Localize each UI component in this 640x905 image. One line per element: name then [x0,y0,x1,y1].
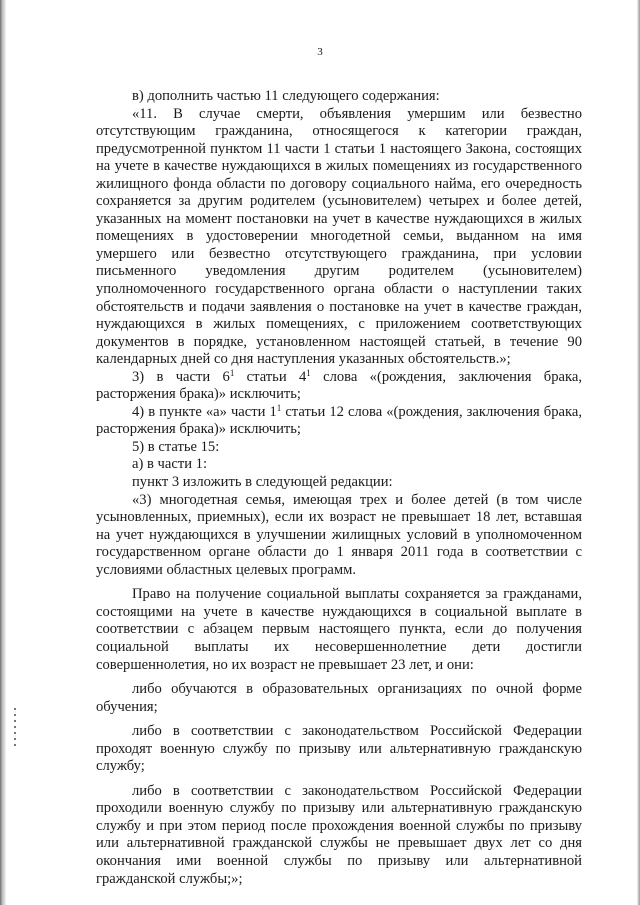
scan-shadow-left [0,0,6,905]
superscript: 1 [276,402,282,413]
paragraph-condition-service: либо в соответствии с законодательством Российской Федерации проходят военную службу по призыву или альтернативную гражданскую службу; [96,723,582,775]
scan-artifact [14,706,16,746]
amendment-4-text-before: 4) в пункте «а» части 1 [132,403,277,420]
amendment-3-text-middle: статьи 4 [234,368,307,385]
amendment-4-text-after: статьи 12 слова «(рождения, заключения брака, расторжения брака)» исключить; [96,403,582,438]
page-number: 3 [317,46,323,58]
paragraph-condition-education: либо обучаются в образовательных организациях по очной форме обучения; [96,681,582,715]
paragraph-sub-a: а) в части 1: [132,456,208,473]
paragraph-item-3-text: «3) многодетная семья, имеющая трех и более детей (в том числе усыновленных, приемных), если их возраст не превышает 18 лет, вставшая на учет нуждающихся в улучшении жилищных условий в уполномоченном государственном органе области до 1 января 2011 года в соответствии с условиями областных целевых программ. [96,491,582,578]
amendment-3-text-before: 3) в части 6 [132,368,230,385]
superscript: 1 [306,367,311,378]
document-body [96,88,582,888]
paragraph-amendment-5: 5) в статье 15: [132,438,220,455]
superscript: 1 [229,367,235,378]
paragraph-right-retained: Право на получение социальной выплаты сохраняется за гражданами, состоящими на учете в качестве нуждающихся в социальной выплате в соответствии с абзацем первым настоящего пункта, если до получения социальной выплаты их несовершеннолетние дети достигли совершеннолетия, но их возраст не превышает 23 лет, и они: [96,586,582,673]
paragraph-amendment-v: в) дополнить частью 11 следующего содержания: [132,88,440,104]
paragraph-part-11-text: «11. В случае смерти, объявления умершим или безвестно отсутствующим гражданина, относящегося к категории граждан, предусмотренной пунктом 11 части 1 статьи 1 настоящего Закона, состоящих на учете в качестве нуждающихся в жилых помещениях из государственного жилищного фонда области по договору социального найма, его очередность сохраняется за другим родителем (усыновителем) четырех и более детей, указанных на момент постановки на учет в качестве нуждающихся в жилых помещениях в удостоверении многодетной семьи, выданном на имя умершего или безвестно отсутствующего гражданина, при условии письменного уведомления другим родителем (усыновителем) уполномоченного государственного органа области о наступлении таких обстоятельств и подачи заявления о постановке на учет в качестве граждан, нуждающихся в жилых помещениях, с приложением соответствующих документов в порядке, установленном настоящей статьей, в течение 90 календарных дней со дня наступления указанных обстоятельств.»; [96,105,582,368]
paragraph-item-3-intro: пункт 3 изложить в следующей редакции: [132,474,393,491]
paragraph-amendment-3 [96,369,582,404]
amendment-3-text-after: слова «(рождения, заключения брака, расторжения брака)» исключить; [96,368,582,403]
paragraph-condition-completed-service: либо в соответствии с законодательством Российской Федерации проходили военную службу по призыву или альтернативную гражданскую службу и при этом период после прохождения военной службы по призыву или альтернативной гражданской службы не превышает двух лет со дня окончания ими военной службы по призыву или альтернативной гражданской службы;»; [96,782,582,887]
paragraph-amendment-4 [96,404,582,439]
